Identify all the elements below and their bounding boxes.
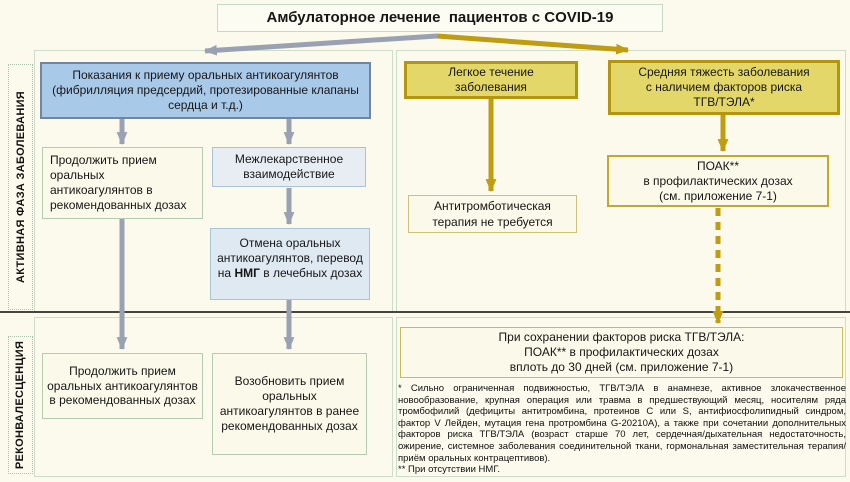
footnote-no-lmwh: ** При отсутствии НМГ. (398, 464, 500, 476)
mild-line-1: Легкое течение (448, 65, 534, 79)
node-mild-course (404, 61, 578, 99)
cancel-text-part2: в лечебных дозах (259, 266, 363, 280)
persist-line-3: вплоть до 30 дней (см. приложение 7-1) (509, 360, 734, 374)
node-persisting-risk-factors (400, 327, 843, 378)
node-cancel-oac (210, 228, 370, 300)
poak-line-3: (см. приложение 7-1) (659, 188, 777, 203)
node-no-antithrombotic-therapy (408, 195, 577, 233)
poak-line-1: ПОАК** (696, 158, 740, 173)
page-title: Амбулаторное лечение пациентов с COVID-19 (217, 4, 663, 32)
no-therapy-line-1: Антитромботическая (434, 199, 551, 213)
node-drug-interaction: Межлекарственное взаимодействие (212, 147, 366, 187)
node-continue-oac-bottom: Продолжить прием оральных антикоагулянтов в рекомендованных дозах (42, 353, 203, 419)
node-indications: Показания к приему оральных антикоагулянтов (фибрилляция предсердий, протезированные клапаны сердца и т.д.) (40, 62, 371, 119)
poak-line-2: в профилактических дозах (643, 173, 793, 188)
sidebar-active-phase-text: АКТИВНАЯ ФАЗА ЗАБОЛЕВАНИЯ (14, 91, 27, 283)
no-therapy-line-2: терапия не требуется (432, 215, 553, 229)
sidebar-reconvalescence-text: РЕКОНВАЛЕСЦЕНЦИЯ (14, 340, 27, 470)
mild-line-2: заболевания (455, 80, 527, 94)
node-moderate-course (608, 60, 840, 115)
cancel-text-part1: Отмена оральных антикоагулянтов, перевод на (217, 236, 363, 280)
footnotes (398, 383, 846, 476)
node-resume-oac: Возобновить прием оральных антикоагулянтов в ранее рекомендованных дозах (212, 353, 367, 455)
persist-line-2: ПОАК** в профилактических дозах (524, 345, 719, 359)
persist-line-1: При сохранении факторов риска ТГВ/ТЭЛА: (498, 330, 745, 344)
sidebar-active-phase-label (8, 64, 33, 310)
arrow-title-to-left-icon (205, 36, 437, 51)
sidebar-reconvalescence-label (8, 336, 33, 474)
node-continue-oac-top: Продолжить прием оральных антикоагулянтов в рекомендованных дозах (42, 147, 203, 219)
moderate-line-2: с наличием факторов риска (645, 80, 803, 94)
footnote-risk-factors: * Сильно ограниченная подвижностью, ТГВ/ТЭЛА в анамнезе, активное злокачественное новообразование, крупная операция или травма в предшествующий месяц, носителям ряда тромбофилий (дефициты антитромбина, протеинов С или S, антифиосфолипидный синдром, фактор V Лейден, мутация гена протромбина G-20210A), а также при сочетании дополнительных факторов риска ТГВ/ТЭЛА (возраст старше 70 лет, сердечная/дыхательная недостаточность, ожирение, системное заболевания соединительной ткани, гормональная заместительная терапия/приём оральных контрацептивов). (398, 383, 846, 464)
arrow-title-to-right-icon (437, 36, 628, 50)
moderate-line-1: Средняя тяжесть заболевания (638, 65, 810, 79)
moderate-line-3: ТГВ/ТЭЛА* (693, 95, 755, 109)
node-poak-prophylactic (607, 155, 829, 207)
cancel-text-bold: НМГ (234, 266, 260, 280)
